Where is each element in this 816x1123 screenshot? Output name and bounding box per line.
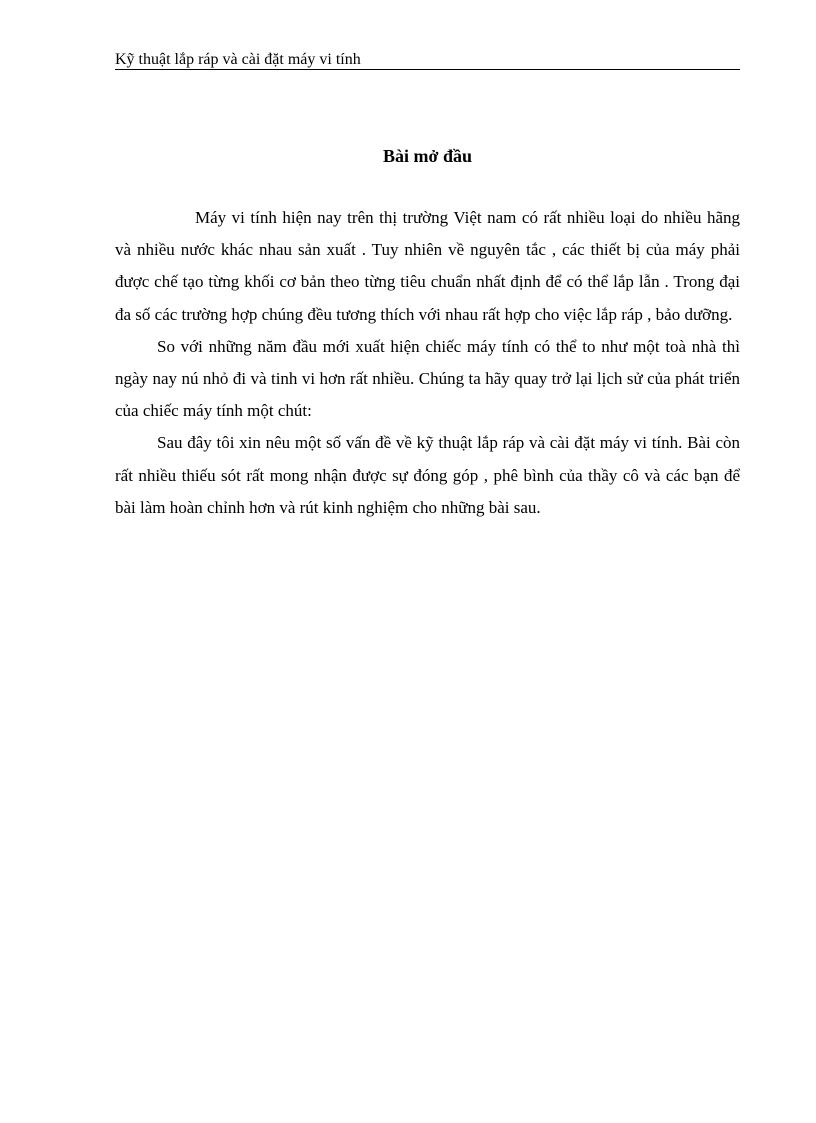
- document-body: [115, 202, 740, 524]
- document-title: Bài mở đầu: [383, 146, 472, 166]
- paragraph-intro: Máy vi tính hiện nay trên thị trường Việt nam có rất nhiều loại do nhiều hãng và nhiều nước khác nhau sản xuất . Tuy nhiên về nguyên tắc , các thiết bị của máy phải được chế tạo từng khối cơ bản theo từng tiêu chuẩn nhất định để có thể lắp lẫn . Trong đại đa số các trường hợp chúng đều tương thích với nhau rất hợp cho việc lắp ráp , bảo dưỡng.: [115, 208, 740, 324]
- paragraph-history: So với những năm đầu mới xuất hiện chiếc máy tính có thể to như một toà nhà thì ngày nay nú nhỏ đi và tinh vi hơn rất nhiều. Chúng ta hãy quay trở lại lịch sử của phát triển của chiếc máy tính một chút:: [115, 336, 740, 421]
- paragraph-purpose: Sau đây tôi xin nêu một số vấn đề về kỹ thuật lắp ráp và cài đặt máy vi tính. Bài còn rất nhiều thiếu sót rất mong nhận được sự đóng góp , phê bình của thầy cô và các bạn để bài làm hoàn chỉnh hơn và rút kinh nghiệm cho những bài sau.: [115, 433, 740, 517]
- running-header: Kỹ thuật lắp ráp và cài đặt máy vi tính: [115, 50, 740, 70]
